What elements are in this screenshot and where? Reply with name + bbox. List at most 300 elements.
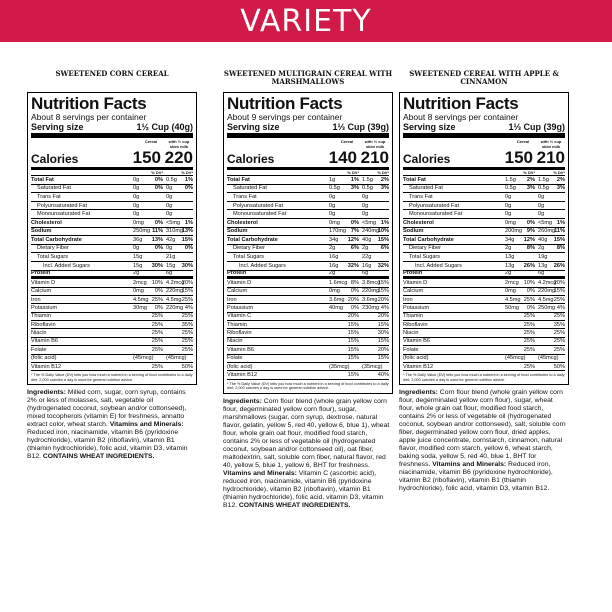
vitamin-dv-milk: 20% [181, 279, 193, 286]
nutrient-amount-milk: 6g [166, 270, 173, 277]
cereal-column [399, 70, 569, 493]
nutrient-dv-milk: 2% [380, 176, 389, 183]
serving-size-value: 1½ Cup (40g) [136, 122, 193, 132]
nutrient-dv-milk: 0% [184, 185, 193, 192]
vitamin-label: Potassium [227, 304, 254, 311]
nutrient-amount-cereal: 0g [133, 193, 140, 200]
nutrition-facts-title: Nutrition Facts [403, 94, 519, 113]
nutrient-row [31, 185, 193, 194]
nutrient-row [403, 210, 565, 219]
vitamin-row [31, 346, 193, 354]
vitamin-dv-milk: 25% [553, 338, 565, 345]
vitamin-label: Folate [31, 346, 47, 353]
nutrient-label: Monounsaturated Fat [37, 211, 91, 218]
vitamin-row [403, 279, 565, 287]
nutrient-label: Trans Fat [233, 193, 257, 200]
vitamin-dv-cereal: 25% [151, 338, 163, 345]
nutrient-dv-cereal: 0% [154, 245, 163, 252]
vitamin-label: (folic acid) [227, 363, 253, 370]
nutrient-amount-cereal: 200mg [505, 228, 523, 235]
nutrition-facts-panel [399, 92, 569, 385]
nutrient-amount-cereal: 0mg [133, 219, 144, 226]
cereal-name: SWEETENED MULTIGRAIN CEREAL WITH MARSHMALLOWS [223, 69, 393, 86]
ingredients-text: Ingredients: Corn flour blend (whole grain yellow corn flour, degerminated yellow corn flour), sugar, wheat flour, whole grain oat flour, modified food starch, contains 2% or less of vegetable oil (hydrogenated coconut, soybean and/or cottonseed), salt, soluble corn fiber, degerminated yellow corn flour, dried apples, apple juice concentrate, cornstarch, cinnamon, natural flavor, modified corn starch, yellow 6, wheat starch, baking soda, yellow 5, red 40, blue 1, BHT for freshness. Vitamins and Minerals: Reduced iron, niacinamide, vitamin B6 (pyridoxine hydrochloride), vitamin B2 (riboflavin), vitamin B1 (thiamin hydrochloride), folic acid, vitamin D3, vitamin B12. [399, 389, 566, 493]
ingredients-text: Ingredients: Milled corn, sugar, corn syrup, contains 2% or less of molasses, salt, vegetable oil (hydrogenated coconut, soybean and/or cottonseed), mixed tocopherols (vitamin E) for freshness, annatto extract color, wheat starch. Vitamins and Minerals: Reduced iron, niacinamide, vitamin B6 (pyridoxine hydrochloride), vitamin B2 (riboflavin), vitamin B1 (thiamin hydrochloride), folic acid, vitamin D3, vitamin B12. CONTAINS WHEAT INGREDIENTS. [27, 389, 188, 461]
nutrient-amount-milk: 6g [362, 270, 369, 277]
vitamin-dv-milk: 15% [377, 279, 389, 286]
vitamin-row [403, 355, 565, 363]
nutrient-amount-milk: 0g [362, 193, 369, 200]
nutrient-label: Total Fat [31, 176, 54, 183]
nutrient-amount-milk: 42g [166, 236, 176, 243]
nutrient-dv-milk: 1% [380, 219, 389, 226]
nutrient-amount-cereal: 2g [505, 245, 512, 252]
nutrient-amount-cereal: 0g [133, 202, 140, 209]
vitamin-label: Niacin [31, 330, 47, 337]
vitamin-label: Folate [403, 346, 419, 353]
nutrient-label: Dietary Fiber [233, 245, 266, 252]
nutrient-label: Total Fat [403, 176, 426, 183]
vitamin-dv-milk: 15% [377, 321, 389, 328]
nutrient-label: Total Carbohydrate [403, 236, 454, 243]
vitamin-dv-milk: 15% [377, 355, 389, 362]
nutrition-facts-panel [27, 92, 197, 385]
vitamin-dv-cereal: 15% [347, 321, 359, 328]
nutrient-dv-milk: 0% [184, 245, 193, 252]
vitamin-row [31, 321, 193, 329]
vitamin-row [403, 296, 565, 304]
nutrient-amount-milk: 16g [362, 262, 372, 269]
nutrient-dv-milk: 15% [553, 236, 565, 243]
vitamin-dv-milk: 20% [553, 279, 565, 286]
servings-per-container: About 9 servings per container [227, 112, 343, 122]
nutrient-amount-milk: 0.5g [362, 185, 373, 192]
vitamin-dv-cereal: 10% [523, 279, 535, 286]
nutrient-row [31, 219, 193, 228]
vitamin-amount-milk: (45mcg) [538, 355, 559, 362]
variety-banner [0, 0, 612, 42]
nutrient-dv-cereal: 0% [526, 219, 535, 226]
vitamin-row [403, 304, 565, 312]
nutrient-label: Polyunsaturated Fat [233, 202, 284, 209]
nutrient-dv-cereal: 0% [154, 176, 163, 183]
vitamin-label: Vitamin D [403, 279, 428, 286]
vitamin-amount-milk: 4.2mcg [538, 279, 557, 286]
serving-size-label: Serving size [31, 122, 84, 132]
vitamin-amount-cereal: 50mg [505, 304, 519, 311]
nutrient-row [31, 202, 193, 211]
vitamin-amount-cereal: 2mcg [133, 279, 147, 286]
nutrient-amount-milk: 0g [166, 245, 173, 252]
vitamin-amount-cereal: 0mg [329, 288, 340, 295]
nutrient-label: Dietary Fiber [409, 245, 442, 252]
nutrient-label: Sodium [31, 228, 52, 235]
nutrient-amount-cereal: 0mg [505, 219, 516, 226]
vitamin-dv-cereal: 0% [526, 304, 535, 311]
calories-with-milk: 210 [360, 148, 389, 167]
nutrient-row [227, 176, 389, 185]
dv-header-milk: % DV* [181, 170, 193, 175]
vitamin-label: Niacin [227, 338, 243, 345]
vitamin-label: Riboflavin [31, 321, 56, 328]
nutrient-amount-cereal: 0g [505, 211, 512, 218]
nutrient-row [31, 262, 193, 271]
nutrient-label: Sodium [403, 228, 424, 235]
vitamin-row [403, 338, 565, 346]
serving-size-value: 1⅓ Cup (39g) [508, 122, 565, 132]
vitamin-dv-cereal: 15% [347, 346, 359, 353]
nutrient-label: Saturated Fat [233, 185, 267, 192]
vitamin-dv-cereal: 25% [151, 346, 163, 353]
vitamin-row [227, 363, 389, 371]
vitamin-amount-milk: 3.6mg [362, 296, 378, 303]
vitamin-dv-milk: 25% [181, 296, 193, 303]
nutrient-row [31, 236, 193, 245]
vitamin-dv-milk: 50% [553, 363, 565, 370]
nutrient-row [227, 210, 389, 219]
vitamin-row [227, 338, 389, 346]
nutrient-dv-cereal: 6% [350, 245, 359, 252]
nutrient-amount-cereal: 0g [133, 176, 140, 183]
nutrient-amount-cereal: 0g [505, 202, 512, 209]
nutrient-amount-milk: 40g [538, 236, 548, 243]
nutrient-dv-milk: 30% [181, 262, 193, 269]
nutrient-row [31, 245, 193, 254]
nutrient-amount-milk: 0g [166, 185, 173, 192]
vitamin-label: Thiamin [403, 313, 423, 320]
nutrient-label: Sodium [227, 228, 248, 235]
vitamin-dv-milk: 15% [377, 288, 389, 295]
vitamin-row [227, 279, 389, 287]
nutrient-dv-milk: 11% [554, 228, 565, 235]
vitamin-label: Riboflavin [227, 330, 252, 337]
nutrient-dv-cereal: 0% [350, 219, 359, 226]
vitamin-amount-cereal: 40mg [329, 304, 343, 311]
nutrient-label: Incl. Added Sugars [43, 262, 90, 269]
nutrient-amount-milk: 19g [538, 254, 548, 261]
nutrient-dv-milk: 15% [181, 236, 193, 243]
vitamin-row [227, 304, 389, 312]
vitamin-row [31, 355, 193, 363]
vitamin-amount-cereal: 30mg [133, 304, 147, 311]
nutrient-dv-cereal: 13% [151, 236, 163, 243]
nutrient-label: Protein [31, 270, 51, 277]
nutrient-amount-milk: 0.5g [538, 185, 549, 192]
vitamin-row [31, 313, 193, 321]
nutrient-label: Cholesterol [227, 219, 258, 226]
vitamin-row [31, 296, 193, 304]
nutrient-row [403, 245, 565, 254]
vitamin-amount-cereal: 1.6mcg [329, 279, 348, 286]
nutrition-facts-panel [223, 92, 393, 394]
vitamin-label: (folic acid) [403, 355, 429, 362]
vitamin-row [227, 346, 389, 354]
vitamin-row [403, 313, 565, 321]
dv-header-milk: % DV* [377, 170, 389, 175]
cereal-column [27, 70, 197, 461]
nutrient-label: Cholesterol [31, 219, 62, 226]
vitamin-amount-milk: 4.5mg [166, 296, 182, 303]
cereal-name: SWEETENED CEREAL WITH APPLE & CINNAMON [409, 69, 559, 86]
nutrient-dv-milk: 1% [556, 219, 565, 226]
vitamin-dv-milk: 25% [181, 346, 193, 353]
vitamin-dv-cereal: 25% [151, 313, 163, 320]
vitamin-amount-milk: 3.8mcg [362, 279, 381, 286]
vitamin-label: Vitamin B12 [403, 363, 434, 370]
nutrient-dv-cereal: 9% [526, 228, 535, 235]
nutrient-dv-milk: 13% [181, 228, 193, 235]
nutrient-label: Total Sugars [233, 254, 265, 261]
vitamin-dv-milk: 25% [553, 313, 565, 320]
nutrient-label: Protein [227, 270, 247, 277]
vitamin-dv-milk: 30% [377, 330, 389, 337]
vitamin-dv-cereal: 25% [523, 363, 535, 370]
serving-size-label: Serving size [227, 122, 280, 132]
vitamin-label: Vitamin B12 [227, 372, 258, 379]
nutrient-row [227, 185, 389, 194]
vitamin-amount-cereal: (45mcg) [505, 355, 526, 362]
vitamin-dv-milk: 35% [181, 321, 193, 328]
calories-with-milk: 210 [536, 148, 565, 167]
vitamin-amount-cereal: 3.6mg [329, 296, 345, 303]
nutrient-row [403, 228, 565, 237]
vitamin-row [227, 296, 389, 304]
vitamin-amount-milk: (45mcg) [166, 355, 187, 362]
vitamin-label: Vitamin B6 [403, 338, 430, 345]
vitamin-label: Vitamin D [31, 279, 56, 286]
nutrient-amount-milk: 22g [362, 254, 372, 261]
vitamin-row [227, 329, 389, 337]
nutrient-amount-cereal: 34g [329, 236, 339, 243]
nutrient-amount-milk: 0g [166, 193, 173, 200]
vitamin-amount-milk: 230mg [362, 304, 380, 311]
nutrient-row [403, 193, 565, 202]
nutrient-amount-milk: 15g [166, 262, 176, 269]
nutrient-amount-milk: <5mg [538, 219, 553, 226]
vitamin-label: Calcium [403, 288, 424, 295]
vitamin-row [403, 363, 565, 371]
dv-header-milk: % DV* [553, 170, 565, 175]
serving-size-row [403, 122, 565, 138]
vitamin-label: (folic acid) [31, 355, 57, 362]
nutrient-dv-milk: 32% [377, 262, 389, 269]
vitamin-label: Folate [227, 355, 243, 362]
daily-value-footnote: * The % Daily Value (DV) tells you how much a nutrient in a serving of food contributes to a daily diet. 2,000 calories a day is used for general nutrition advice. [227, 381, 389, 391]
nutrient-row [227, 228, 389, 237]
nutrient-amount-cereal: 15g [133, 254, 143, 261]
vitamin-dv-milk: 35% [553, 321, 565, 328]
vitamin-dv-milk: 15% [553, 288, 565, 295]
nutrient-amount-milk: 2g [362, 245, 369, 252]
dv-header-cereal: % DV* [151, 170, 163, 175]
servings-per-container: About 8 servings per container [31, 112, 147, 122]
nutrient-row [227, 193, 389, 202]
serving-size-row [31, 122, 193, 138]
nutrient-amount-cereal: 0g [329, 202, 336, 209]
nutrient-dv-cereal: 7% [350, 228, 359, 235]
nutrient-amount-cereal: 16g [329, 254, 339, 261]
nutrient-label: Cholesterol [403, 219, 434, 226]
vitamin-dv-cereal: 0% [526, 288, 535, 295]
nutrient-dv-milk: 10% [377, 228, 389, 235]
nutrient-dv-cereal: 1% [350, 176, 359, 183]
nutrient-row [227, 253, 389, 262]
vitamin-amount-cereal: 0mg [505, 288, 516, 295]
vitamin-amount-milk: 250mg [538, 304, 556, 311]
nutrient-label: Saturated Fat [37, 185, 71, 192]
calories-row [403, 149, 565, 170]
vitamin-dv-cereal: 25% [523, 346, 535, 353]
nutrient-dv-milk: 1% [184, 219, 193, 226]
nutrient-amount-milk: 1.5g [362, 176, 373, 183]
nutrient-label: Saturated Fat [409, 185, 443, 192]
nutrient-dv-milk: 2% [556, 176, 565, 183]
calories-cereal: 150 [132, 148, 161, 167]
vitamin-row [31, 279, 193, 287]
nutrient-label: Polyunsaturated Fat [409, 202, 460, 209]
vitamin-amount-cereal: (35mcg) [329, 363, 350, 370]
vitamin-row [31, 338, 193, 346]
nutrient-amount-cereal: 2g [329, 245, 336, 252]
vitamin-dv-cereal: 0% [154, 288, 163, 295]
nutrient-label: Total Fat [227, 176, 250, 183]
vitamin-dv-cereal: 25% [151, 321, 163, 328]
vitamin-row [227, 371, 389, 379]
nutrient-row [227, 262, 389, 271]
nutrient-amount-milk: 0g [166, 202, 173, 209]
vitamin-dv-cereal: 25% [151, 296, 163, 303]
calories-label: Calories [227, 151, 275, 166]
nutrient-amount-milk: 0g [538, 211, 545, 218]
vitamin-row [403, 346, 565, 354]
nutrient-label: Monounsaturated Fat [409, 211, 463, 218]
vitamin-label: Calcium [227, 288, 248, 295]
nutrient-row [31, 193, 193, 202]
vitamin-dv-cereal: 25% [523, 313, 535, 320]
nutrient-amount-cereal: 2g [133, 270, 140, 277]
vitamin-dv-cereal: 25% [523, 296, 535, 303]
vitamin-dv-cereal: 8% [350, 279, 359, 286]
nutrient-row [403, 219, 565, 228]
nutrient-dv-cereal: 0% [154, 219, 163, 226]
nutrient-row [227, 219, 389, 228]
dv-header-cereal: % DV* [523, 170, 535, 175]
nutrient-amount-cereal: 2g [329, 270, 336, 277]
vitamin-dv-milk: 25% [181, 313, 193, 320]
nutrient-row [31, 176, 193, 185]
nutrient-dv-cereal: 11% [152, 228, 163, 235]
vitamin-dv-cereal: 20% [347, 296, 359, 303]
nutrient-row [31, 228, 193, 237]
nutrient-dv-cereal: 8% [526, 245, 535, 252]
nutrient-amount-milk: 13g [538, 262, 548, 269]
nutrient-amount-milk: 260mg [538, 228, 556, 235]
nutrient-dv-milk: 26% [553, 262, 565, 269]
vitamin-amount-milk: 4.5mg [538, 296, 554, 303]
vitamin-amount-cereal: 4.5mg [505, 296, 521, 303]
vitamin-amount-milk: 220mg [362, 288, 380, 295]
nutrient-amount-cereal: 15g [133, 262, 143, 269]
nutrient-amount-cereal: 16g [329, 262, 339, 269]
vitamin-label: Thiamin [227, 321, 247, 328]
nutrient-amount-milk: 0g [362, 211, 369, 218]
cereal-column [223, 70, 393, 510]
daily-value-footnote: * The % Daily Value (DV) tells you how much a nutrient in a serving of food contributes to a daily diet. 2,000 calories a day is used for general nutrition advice. [31, 373, 193, 382]
vitamin-dv-milk: 25% [553, 330, 565, 337]
nutrient-amount-cereal: 0g [329, 193, 336, 200]
vitamin-amount-cereal: (45mcg) [133, 355, 154, 362]
nutrient-row [403, 262, 565, 271]
nutrient-amount-cereal: 13g [505, 262, 515, 269]
nutrient-amount-cereal: 0g [329, 211, 336, 218]
nutrient-amount-milk: 0g [538, 202, 545, 209]
nutrient-row [403, 236, 565, 245]
milk-column-header: with ½ cup skim milk [540, 139, 562, 149]
nutrient-dv-cereal: 32% [347, 262, 359, 269]
vitamin-dv-cereal: 20% [347, 313, 359, 320]
vitamin-dv-milk: 25% [181, 338, 193, 345]
vitamin-amount-milk: 220mg [538, 288, 556, 295]
nutrient-amount-milk: 310mg [166, 228, 184, 235]
nutrient-amount-milk: 240mg [362, 228, 380, 235]
nutrient-row [227, 245, 389, 254]
nutrient-amount-cereal: 1g [329, 176, 336, 183]
nutrient-amount-milk: 6g [538, 270, 545, 277]
nutrient-amount-milk: 40g [362, 236, 372, 243]
vitamin-dv-cereal: 25% [523, 330, 535, 337]
nutrient-amount-cereal: 0.5g [329, 185, 340, 192]
calories-cereal: 150 [504, 148, 533, 167]
nutrient-dv-milk: 1% [184, 176, 193, 183]
milk-column-header: with ½ cup skim milk [364, 139, 386, 149]
cereal-column-header: Cereal [516, 139, 530, 144]
vitamin-label: Riboflavin [403, 321, 428, 328]
nutrient-label: Protein [403, 270, 423, 277]
nutrient-dv-cereal: 2% [526, 176, 535, 183]
nutrient-label: Total Sugars [37, 254, 69, 261]
vitamin-dv-milk: 4% [380, 304, 389, 311]
nutrient-dv-milk: 6% [380, 245, 389, 252]
nutrient-row [227, 202, 389, 211]
vitamin-dv-milk: 15% [377, 338, 389, 345]
nutrient-row [31, 253, 193, 262]
nutrient-amount-cereal: 1.5g [505, 176, 516, 183]
nutrient-amount-milk: 1.5g [538, 176, 549, 183]
vitamin-label: Potassium [31, 304, 58, 311]
nutrient-label: Total Carbohydrate [227, 236, 278, 243]
nutrient-label: Total Carbohydrate [31, 236, 82, 243]
calories-with-milk: 220 [164, 148, 193, 167]
vitamin-dv-cereal: 0% [350, 304, 359, 311]
vitamin-row [227, 288, 389, 296]
vitamin-amount-milk: 4.2mcg [166, 279, 185, 286]
vitamin-label: Vitamin B6 [31, 338, 58, 345]
banner-title: VARIETY [240, 3, 372, 39]
nutrient-label: Total Sugars [409, 254, 441, 261]
vitamin-row [227, 313, 389, 321]
nutrient-row [227, 271, 389, 280]
serving-size-label: Serving size [403, 122, 456, 132]
nutrient-row [31, 271, 193, 280]
vitamin-dv-milk: 20% [377, 296, 389, 303]
nutrient-row [31, 210, 193, 219]
dv-header-cereal: % DV* [347, 170, 359, 175]
cereal-column-header: Cereal [340, 139, 354, 144]
vitamin-row [31, 288, 193, 296]
vitamin-label: Iron [31, 296, 41, 303]
vitamin-dv-milk: 50% [181, 363, 193, 370]
nutrition-facts-title: Nutrition Facts [31, 94, 147, 113]
